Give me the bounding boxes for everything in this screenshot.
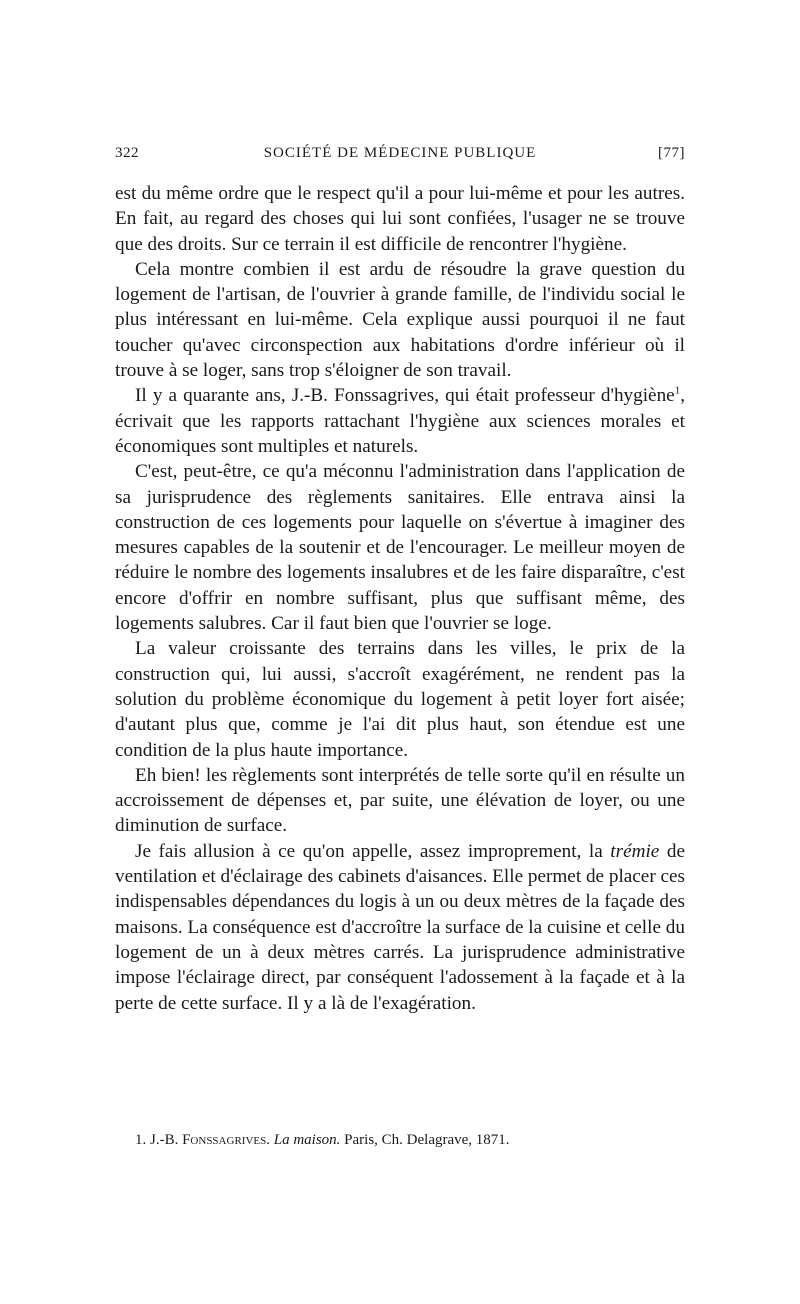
footnote-publisher: Paris, Ch. Delagrave, 1871. — [344, 1132, 510, 1148]
paragraph-1: est du même ordre que le respect qu'il a pour lui-même et pour les autres. En fait, au regard des choses qui lui sont confiées, l'usager ne se trouve que des droits. Sur ce terrain il est difficile de rencontrer l'hygiène. — [115, 183, 685, 255]
bracket-number: [77] — [658, 145, 685, 161]
paragraph-4: C'est, peut-être, ce qu'a méconnu l'administration dans l'application de sa jurisprudence des règlements sanitaires. Elle entrava ainsi la construction de ces logements pour laquelle on s'évertue à imaginer des mesures capables de la soutenir et de l'encourager. Le meilleur moyen de réduire le nombre des logements insalubres et de les faire disparaître, c'est encore d'offrir en nombre suffisant, plus que suffisant même, des logements salubres. Car il faut bien que l'ouvrier se loge. — [115, 461, 685, 635]
paragraph-2: Cela montre combien il est ardu de résoudre la grave question du logement de l'artisan, de l'ouvrier à grande famille, de l'individu social le plus intéressant en lui-même. Cela explique aussi pourquoi il ne faut toucher qu'avec circonspection aux habitations d'ordre inférieur où il trouve à se loger, sans trop s'éloigner de son travail. — [115, 258, 685, 382]
paragraph-7-end: de ventilation et d'éclairage des cabinets d'aisances. Elle permet de placer ces indispensables dépendances du logis à un ou deux mètres de la façade des maisons. La conséquence est d'accroître la surface de la cuisine et celle du logement de un à deux mètres carrés. La jurisprudence administrative impose l'éclairage direct, par conséquent l'adossement à la façade et à la perte de cette surface. Il y a là de l'exagération. — [115, 840, 686, 1014]
italic-term: trémie — [610, 840, 660, 862]
footnote — [135, 1130, 685, 1150]
paragraph-3-start: Il y a quarante ans, J.-B. Fonssagrives, qui était professeur d'hygiène — [135, 385, 675, 407]
paragraph-7-start: Je fais allusion à ce qu'on appelle, assez improprement, la — [135, 840, 603, 862]
paragraph-7 — [115, 839, 685, 1016]
paragraph-5: La valeur croissante des terrains dans les villes, le prix de la construction qui, lui aussi, s'accroît exagérément, ne rendent pas la solution du problème économique du logement à petit loyer fort aisée; d'autant plus que, comme je l'ai dit plus haut, son étendue est une condition de la plus haute importance. — [115, 638, 685, 761]
paragraph-3-end: , écrivait que les rapports rattachant l'hygiène aux sciences morales et économiques sont multiples et naturels. — [115, 385, 685, 457]
paragraph-3 — [115, 383, 685, 459]
journal-title: SOCIÉTÉ DE MÉDECINE PUBLIQUE — [263, 145, 537, 161]
footnote-number: 1. — [135, 1132, 147, 1148]
footnote-author: J.-B. Fonssagrives. — [150, 1132, 270, 1148]
page-number: 322 — [115, 145, 139, 161]
footnote-reference: 1 — [674, 384, 681, 397]
body-text — [115, 181, 685, 1016]
footnote-work-title: La maison. — [273, 1132, 341, 1148]
paragraph-6: Eh bien! les règlements sont interprétés de telle sorte qu'il en résulte un accroissement de dépenses et, par suite, une élévation de loyer, ou une diminution de surface. — [115, 764, 685, 837]
running-head — [115, 145, 685, 171]
